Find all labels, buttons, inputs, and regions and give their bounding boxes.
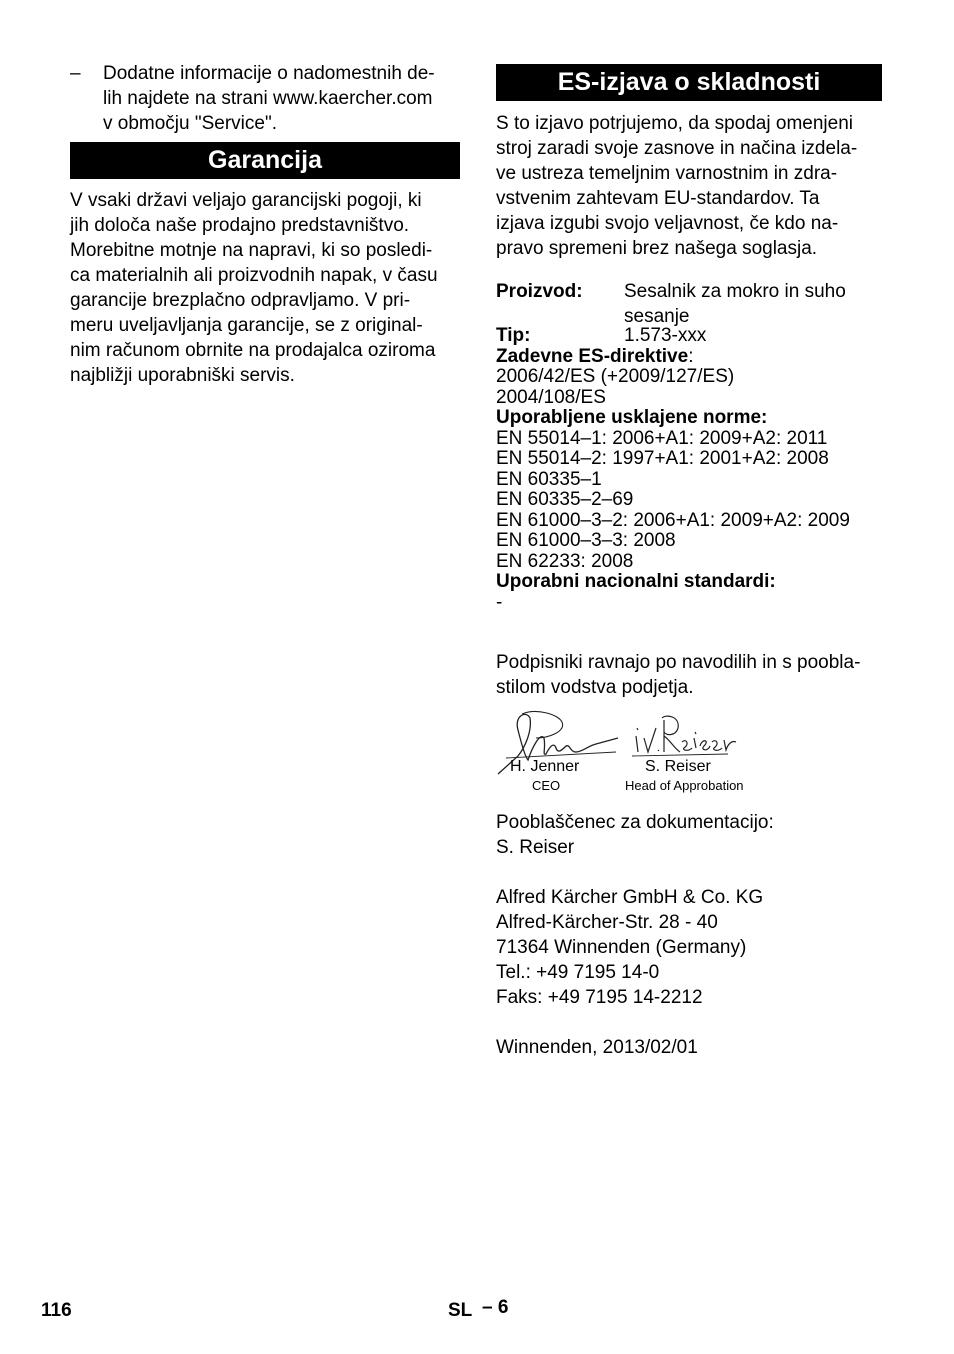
- warranty-line: garancije brezplačno odpravljamo. V pri-: [70, 290, 411, 311]
- signer2-role: Head of Approbation: [625, 778, 744, 793]
- type-label: Tip:: [496, 325, 531, 346]
- place-date-text: Winnenden, 2013/02/01: [496, 1037, 698, 1058]
- product-spec: [496, 279, 884, 329]
- directives-label: Zadevne ES-direktive: [496, 345, 689, 367]
- warranty-line: nim računom obrnite na prodajalca oziroma: [70, 340, 436, 361]
- intro-line: izjava izgubi svojo veljavnost, če kdo na-: [496, 213, 839, 234]
- directives-colon: :: [688, 345, 694, 367]
- product-value: Sesalnik za mokro in suho sesanje: [624, 281, 846, 327]
- address-line: Alfred Kärcher GmbH & Co. KG: [496, 887, 764, 908]
- doc-line: S. Reiser: [496, 837, 575, 858]
- intro-line: vstvenim zahtevam EU-standardov. Ta: [496, 188, 820, 209]
- address-line: Faks: +49 7195 14-2212: [496, 987, 703, 1008]
- directives-label-row: [496, 347, 884, 368]
- product-row: [496, 279, 884, 329]
- address-line: 71364 Winnenden (Germany): [496, 937, 747, 958]
- declaration-heading: ES-izjava o skladnosti: [496, 64, 882, 101]
- doc-line: Pooblaščenec za dokumentacijo:: [496, 812, 774, 833]
- warranty-line: jih določa naše prodajno predstavništvo.: [70, 215, 410, 236]
- signers-line: Podpisniki ravnajo po navodilih in s poobla-: [496, 652, 861, 673]
- warranty-line: meru uveljavljanja garancije, se z original-: [70, 315, 423, 336]
- signature-block: [496, 708, 796, 798]
- page-number: 116: [41, 1300, 72, 1321]
- national-value: -: [496, 591, 503, 613]
- norm-item: EN 61000–3–3: 2008: [496, 530, 676, 551]
- intro-line: pravo spremeni brez našega soglasja.: [496, 238, 818, 259]
- type-value: 1.573-xxx: [624, 325, 707, 346]
- address-line: Tel.: +49 7195 14-0: [496, 962, 660, 983]
- norm-item: EN 60335–2–69: [496, 489, 634, 510]
- place-date: [496, 1035, 884, 1060]
- product-label: Proizvod:: [496, 281, 583, 302]
- signer1-name: H. Jenner: [510, 758, 580, 775]
- address-line: Alfred-Kärcher-Str. 28 - 40: [496, 912, 718, 933]
- spec-list: [496, 326, 884, 613]
- norm-item: EN 60335–1: [496, 468, 602, 490]
- documentation-contact: [496, 810, 884, 860]
- norms-label: Uporabljene usklajene norme:: [496, 407, 768, 428]
- service-note-line: Dodatne informacije o nadomestnih de-: [103, 63, 435, 84]
- national-label: Uporabni nacionalni standardi:: [496, 571, 776, 592]
- warranty-line: V vsaki državi veljajo garancijski pogoji, ki: [70, 190, 422, 211]
- bullet-dash: –: [70, 63, 81, 84]
- signers-line: stilom vodstva podjetja.: [496, 677, 694, 698]
- service-note: [70, 61, 462, 136]
- directive-item: 2004/108/ES: [496, 386, 606, 408]
- company-address: [496, 885, 884, 1010]
- intro-line: ve ustreza temeljnim varnostnim in zdra-: [496, 163, 838, 184]
- declaration-intro: [496, 111, 884, 261]
- sub-page-number: – 6: [482, 1297, 509, 1318]
- norm-item: EN 55014–2: 1997+A1: 2001+A2: 2008: [496, 448, 829, 469]
- warranty-heading: Garancija: [70, 142, 460, 179]
- service-note-line: lih najdete na strani www.kaercher.com: [103, 88, 433, 109]
- service-note-line: v območju "Service".: [103, 113, 277, 134]
- norm-item: EN 62233: 2008: [496, 550, 634, 572]
- intro-line: S to izjavo potrjujemo, da spodaj omenjeni: [496, 113, 853, 134]
- language-code: SL: [448, 1300, 473, 1321]
- warranty-line: Morebitne motnje na napravi, ki so posledi-: [70, 240, 433, 261]
- signer1-role: CEO: [532, 778, 561, 793]
- warranty-line: ca materialnih ali proizvodnih napak, v času: [70, 265, 438, 286]
- signer2-name: S. Reiser: [645, 758, 711, 775]
- type-row: [496, 326, 884, 347]
- directive-item: 2006/42/ES (+2009/127/ES): [496, 366, 735, 387]
- norm-item: EN 61000–3–2: 2006+A1: 2009+A2: 2009: [496, 509, 850, 531]
- norm-item: EN 55014–1: 2006+A1: 2009+A2: 2011: [496, 427, 828, 449]
- warranty-text: [70, 188, 462, 388]
- intro-line: stroj zaradi svoje zasnove in načina izdela-: [496, 138, 858, 159]
- signers-text: [496, 650, 884, 700]
- warranty-line: najbližji uporabniški servis.: [70, 365, 295, 386]
